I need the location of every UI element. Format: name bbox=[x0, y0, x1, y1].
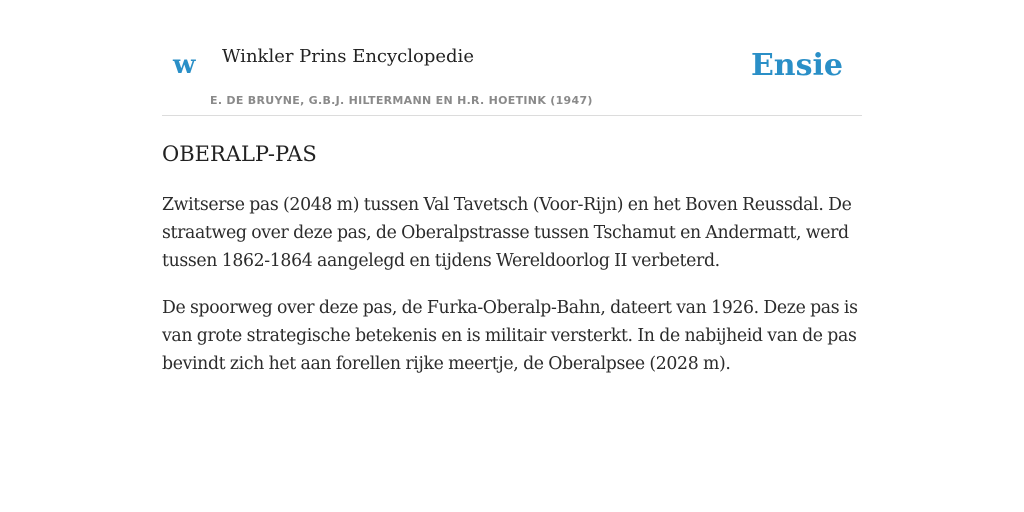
site-brand-logo[interactable]: Ensie bbox=[750, 48, 843, 83]
source-header bbox=[162, 0, 862, 116]
article-paragraph-1: Zwitserse pas (2048 m) tussen Val Tavetsch (Voor-Rijn) en het Boven Reussdal. De straatweg over deze pas, de Oberalpstrasse tussen Tschamut en Andermatt, werd tussen 1862-1864 aangelegd en tijdens Wereldoorlog II verbeterd. bbox=[162, 195, 852, 272]
article-paragraph-2: De spoorweg over deze pas, de Furka-Oberalp-Bahn, dateert van 1926. Deze pas is van grote strategische betekenis en is militair versterkt. In de nabijheid van de pas bevindt zich het aan forellen rijke meertje, de Oberalpsee (2028 m). bbox=[162, 298, 858, 375]
source-title[interactable]: Winkler Prins Encyclopedie bbox=[222, 46, 474, 67]
source-authors: E. DE BRUYNE, G.B.J. HILTERMANN EN H.R. HOETINK (1947) bbox=[210, 94, 593, 107]
article-headword: OBERALP-PAS bbox=[162, 142, 317, 166]
source-logo[interactable]: w bbox=[173, 50, 196, 80]
encyclopedia-entry bbox=[162, 0, 862, 378]
